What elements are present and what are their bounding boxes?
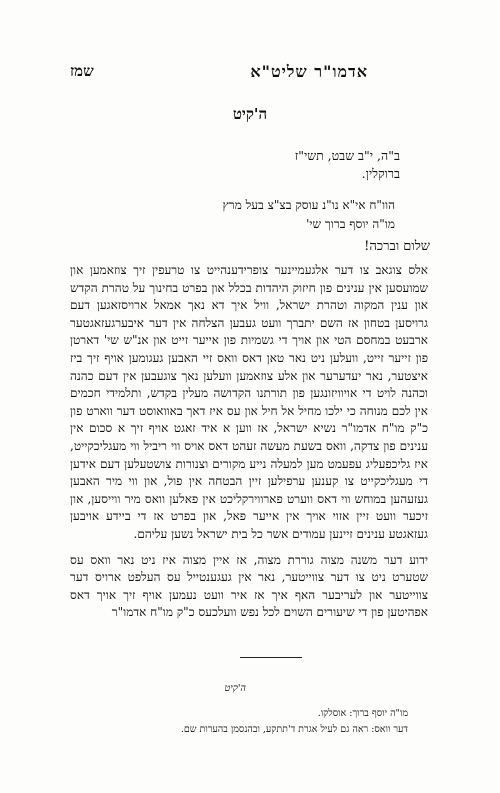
location-line: ברוקלין. [361, 166, 400, 181]
footnote-signature: ה'קיט [224, 683, 246, 694]
date-block [200, 147, 400, 183]
footnote: דער וואס: ראה גם לעיל אגרת ד'תתקע, ובהנסמן בהערות שם. [180, 724, 408, 735]
addressee-name: מו"ה יוסף ברוך שי' [306, 217, 395, 231]
letter-heading: ה'קיט [232, 105, 268, 123]
footnote-divider [240, 657, 302, 658]
addressee-line: הוו"ח אי"א נו"נ עוסק בצ"צ בעל מרץ [222, 198, 395, 212]
addressee-block [65, 196, 395, 234]
body-paragraph: אלס צוגאב צו דער אלגעמיינער צופרידענהייט צו טרעפין זיך צוזאמען און שמועסען אין ענינים פון חיזוק היהדות בכלל און בפרט בחינוך על טהרת הקדש און ענין המקוה וטהרת ישראל, וויל איך דא נאך אמאל ארויסזאגען דעם גרויסען בטחון אז השם יתברך וועט געבען הצלחה אין דער איבערגעזאגטער ארבעט במחסם הטי און אויך די גשמיות פון אייער זייט און אנ"ש שי' דארטן פון זייער זייט, וועלען ניט נאר טאן דאס וואס זיי האבען געגומען אויף זיך ביז איצטער, נאר יעדערער און אלע צוזאמען וועלען נאך צוגעבען אין דעם כהנה וכהנה לויט די אויוויזונגען פון תורתנו הקדושה מעלין בקדש, ותלמידי חכמים אין לכם מנוחה כי ילכו מחיל אל חיל און עס איז דאך באוואוסט דער ווארט פון כ"ק מו"ח אדמו"ר נשיא ישראל, אז ווען א איד זאגט אויף זיך א סכום אין ענינים פון צדקה, וואס בשעת מעשה זעהט דאס אויס ווי ריביל ווי מעגליכקייט, איז גליכפעליג עפעמט מען למעלה נייע מקורים וצנורות צושטעלען דעם אידען די מעגליכקייט צו קענען ערפילען זיין הבטחה אין פול, און ווי מיר האבען געזעהען במוחש ווי דאס ווערט פארווירקליכט אין פאלען וואס מיר ווייסען, און זיכער וועט זיין אזוי אויך אין אייער פאל, און בפרט אז די ביידע אויבען געזאגטע ענינים זיינען עמודים אשר כל בית ישראל נשען עליהם. [70, 263, 428, 541]
body-paragraph: ידוע דער משנה מצוה גוררת מצוה, אז איין מצוה איז ניט נאר וואס עס שטערט ניט צו דער צווייטער, נאר אין געגענטייל עס העלפט ארויס דער צווייטער און לעריבער האף איך אז איר וועט נעמען אויף זיך אויך דאס אפהיטען פון די שיעורים השוים לכל נפש וועלכעס כ"ק מו"ח אדמו"ר [70, 552, 428, 620]
footnotes [118, 706, 408, 738]
running-title: אדמו"ר שליט"א [250, 62, 368, 81]
date-line: ב"ה, י"ב שבט, תשי"ז [294, 148, 400, 163]
letter-body [70, 262, 428, 628]
footnote: מו"ה יוסף ברוך: אוסלקו. [317, 708, 408, 719]
page-header [70, 62, 430, 84]
greeting: שלום וברכה! [364, 239, 430, 254]
page-number: שמז [70, 62, 94, 80]
